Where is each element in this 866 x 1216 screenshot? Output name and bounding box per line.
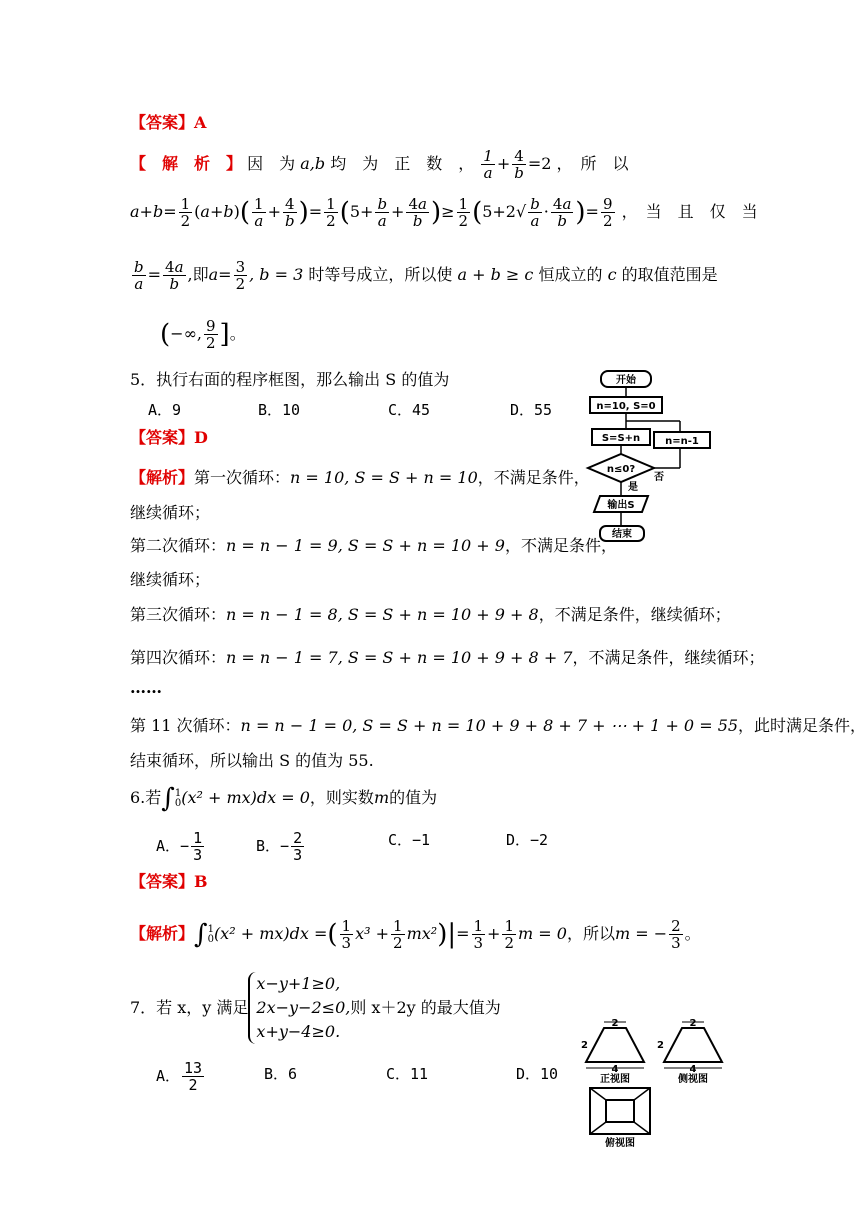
- flow-init-label: n=10, S=0: [596, 401, 656, 412]
- flow-start-label: 开始: [616, 375, 636, 386]
- text: ，不满足条件，: [477, 468, 590, 487]
- side-view-trapezoid: [664, 1028, 722, 1062]
- flow-update-label: S=S+n: [601, 433, 641, 444]
- text: −: [180, 837, 190, 855]
- text: 7．若 x，y 满足: [130, 998, 249, 1017]
- equation: n = n − 1 = 9, S = S + n = 10 + 9: [226, 536, 505, 555]
- top-view-inner: [606, 1100, 634, 1122]
- constraint-2: 2x−y−2≤0,: [256, 998, 351, 1017]
- q5-end: 结束循环，所以输出 S 的值为 55.: [130, 751, 374, 770]
- text: +: [487, 924, 501, 943]
- text: m = 0: [518, 924, 567, 943]
- q5-opt-c: C．45: [388, 401, 431, 419]
- q5-loop4: [130, 648, 765, 668]
- front-view-label: 正视图: [600, 1074, 630, 1085]
- flow-end-label: 结束: [612, 529, 632, 540]
- q7-opt-c: C．11: [386, 1065, 429, 1083]
- q7-opt-a: [156, 1060, 206, 1093]
- text: 第二次循环：: [130, 536, 227, 555]
- analysis-tag: 【解析】: [130, 468, 195, 487]
- text: 则 x＋2y 的最大值为: [350, 998, 501, 1017]
- integrand: (x² + mx)dx = 0: [181, 788, 310, 807]
- text: 第 11 次循环：: [130, 716, 241, 735]
- flow-dec-label: n=n-1: [665, 436, 699, 447]
- q7-stem: [130, 972, 501, 1044]
- text: 的值为: [389, 788, 438, 807]
- answer-tag: 【答案】: [130, 872, 195, 891]
- option-label: B．: [256, 837, 281, 855]
- three-views-figure: [582, 1018, 732, 1150]
- q4-range: (−∞, $\frac{9}{2}$ ]。: [160, 317, 246, 352]
- text: 6.若: [130, 788, 162, 807]
- text: =: [456, 924, 470, 943]
- fraction: $\frac{1}{a}$: [483, 147, 493, 182]
- var-m: m: [373, 788, 390, 807]
- text: ，不满足条件，: [504, 536, 617, 555]
- text: 因 为: [247, 154, 296, 173]
- equation: n = 10, S = S + n = 10: [290, 468, 478, 487]
- text: ,即: [187, 265, 209, 284]
- text: 3: [193, 846, 203, 864]
- text: 的取值范围是: [621, 265, 718, 284]
- inequality: a + b ≥ c: [457, 265, 534, 284]
- text: 2: [188, 1076, 198, 1094]
- answer-tag: 【答案】: [130, 428, 195, 447]
- q5-loop2: [130, 536, 617, 556]
- text: −: [280, 837, 290, 855]
- q4-answer-line: [130, 113, 206, 133]
- limit-lower: 0: [174, 797, 182, 809]
- option-label: D．: [506, 831, 531, 849]
- text: ，所以: [566, 924, 615, 943]
- text: 1: [193, 829, 203, 847]
- text: 2: [293, 829, 303, 847]
- equation: n = n − 1 = 8, S = S + n = 10 + 9 + 8: [226, 605, 539, 624]
- q5-opt-a: A．9: [148, 401, 182, 419]
- text: ，不满足条件，继续循环；: [572, 648, 765, 667]
- q6-analysis: 【解析】∫ 1 0 (x² + mx)dx =( $\frac{1}{3}$ x³ + $\frac{1}{2}$ mx²)|= $\frac{1}{3}$ + $\frac{1}{2}$ m = 0，所以m = − $\frac{2}{3}$ 。: [130, 917, 701, 952]
- answer-value: B: [194, 872, 208, 891]
- q7-opt-d: D．10: [516, 1065, 559, 1083]
- side-view-label: 侧视图: [678, 1074, 708, 1085]
- q5-opt-b: B．10: [258, 401, 301, 419]
- text: 。: [229, 324, 246, 343]
- q4-analysis-line3: $\frac{b}{a}$ = $\frac{4a}{b}$ ,即a= $\frac{3}{2}$ , b = 3 时等号成立，所以使 a + b ≥ c 恒成立的 c 的取值范围是: [134, 258, 718, 293]
- front-height-dim: 2: [581, 1040, 588, 1051]
- q6-opt-d: [506, 830, 548, 850]
- q6-stem: [130, 783, 438, 814]
- text: 均 为 正 数 ，: [330, 154, 475, 173]
- q5-stem: 5．执行右面的程序框图，那么输出 S 的值为: [130, 370, 450, 389]
- q5-opt-d: D．55: [510, 401, 553, 419]
- flow-yes-label: 是: [628, 482, 638, 493]
- flow-no-label: 否: [654, 472, 664, 483]
- front-view-trapezoid: [586, 1028, 644, 1062]
- option-label: A．: [156, 1067, 181, 1085]
- q7-opt-b: B．6: [264, 1065, 298, 1083]
- q6-opt-b: [256, 830, 306, 863]
- text: ， 所 以: [556, 154, 629, 173]
- fraction: $\frac{4}{b}$: [514, 147, 524, 182]
- text: −1: [412, 831, 431, 849]
- q4-analysis-line2: a+b= $\frac{1}{2}$ (a+b)( $\frac{1}{a}$ + $\frac{4}{b}$ )= $\frac{1}{2}$ (5+ $\frac{b}{a}$ + $\frac{4a}{b}$ )≥ $\frac{1}{2}$ (5+2√ $\frac{b}{a}$ · $\frac{4a}{b}$ )= $\frac{9}{2}$ ， 当 且 仅 当: [130, 195, 758, 230]
- option-label: A．: [156, 837, 181, 855]
- text: −2: [530, 831, 549, 849]
- text: ，不满足条件，继续循环；: [538, 605, 731, 624]
- text: ， 当 且 仅 当: [621, 202, 758, 221]
- q4-analysis-line1: 【 解 析 】 因 为 a,b 均 为 正 数 ， $\frac{1}{a}$ + $\frac{4}{b}$ =2 ， 所 以: [130, 147, 629, 182]
- equation: n = n − 1 = 7, S = S + n = 10 + 9 + 8 + 7: [226, 648, 573, 667]
- text: 13: [184, 1059, 203, 1077]
- option-label: C．: [388, 831, 413, 849]
- text: ，此时满足条件，: [738, 716, 866, 735]
- constraint-1: x−y+1≥0,: [256, 974, 341, 993]
- text: mx²: [406, 924, 438, 943]
- q6-opt-c: [388, 830, 430, 850]
- q5-cont1: 继续循环；: [130, 503, 211, 522]
- answer-tag: 【答案】: [130, 113, 195, 132]
- constraint-3: x+y−4≥0.: [256, 1022, 341, 1041]
- q5-loop3: [130, 605, 731, 625]
- var-ab: a,b: [300, 154, 326, 173]
- front-top-dim: 2: [611, 1018, 619, 1029]
- text: (x² + mx)dx =: [213, 924, 328, 943]
- q6-answer-line: [130, 872, 208, 892]
- answer-value: A: [194, 113, 207, 132]
- text: x³ +: [355, 924, 390, 943]
- q5-cont2: 继续循环；: [130, 570, 211, 589]
- side-height-dim: 2: [657, 1040, 664, 1051]
- text: 第一次循环：: [194, 468, 291, 487]
- q5-loop1: [130, 468, 590, 488]
- text: 时等号成立，所以使: [308, 265, 453, 284]
- var-c: c: [607, 265, 617, 284]
- constraint-system: [248, 972, 350, 1044]
- flow-output-label: 输出S: [607, 500, 635, 511]
- flowchart-figure: [588, 368, 720, 550]
- limit-upper: 1: [174, 787, 182, 799]
- answer-value: D: [194, 428, 208, 447]
- equation: n = n − 1 = 0, S = S + n = 10 + 9 + 8 + 7 + ⋯ + 1 + 0 = 55: [240, 716, 739, 735]
- side-bottom-dim: 4: [689, 1064, 697, 1075]
- analysis-tag: 【解析】: [130, 924, 195, 943]
- front-bottom-dim: 4: [611, 1064, 619, 1075]
- q5-dots: ……: [130, 678, 162, 697]
- integral-sign: ∫: [161, 783, 175, 814]
- text: ，则实数: [309, 788, 374, 807]
- text: m = −: [614, 924, 668, 943]
- analysis-tag: 【 解 析 】: [130, 154, 243, 173]
- q5-loop11: [130, 716, 866, 736]
- q6-opt-a: [156, 830, 206, 863]
- text: 。: [684, 924, 701, 943]
- side-top-dim: 2: [689, 1018, 697, 1029]
- text: , b = 3: [249, 265, 304, 284]
- text: 第四次循环：: [130, 648, 227, 667]
- text: 第三次循环：: [130, 605, 227, 624]
- q5-answer-line: [130, 428, 208, 448]
- flow-cond-label: n≤0?: [606, 464, 636, 475]
- text: 恒成立的: [538, 265, 603, 284]
- text: 3: [293, 846, 303, 864]
- top-view-label: 俯视图: [605, 1138, 635, 1149]
